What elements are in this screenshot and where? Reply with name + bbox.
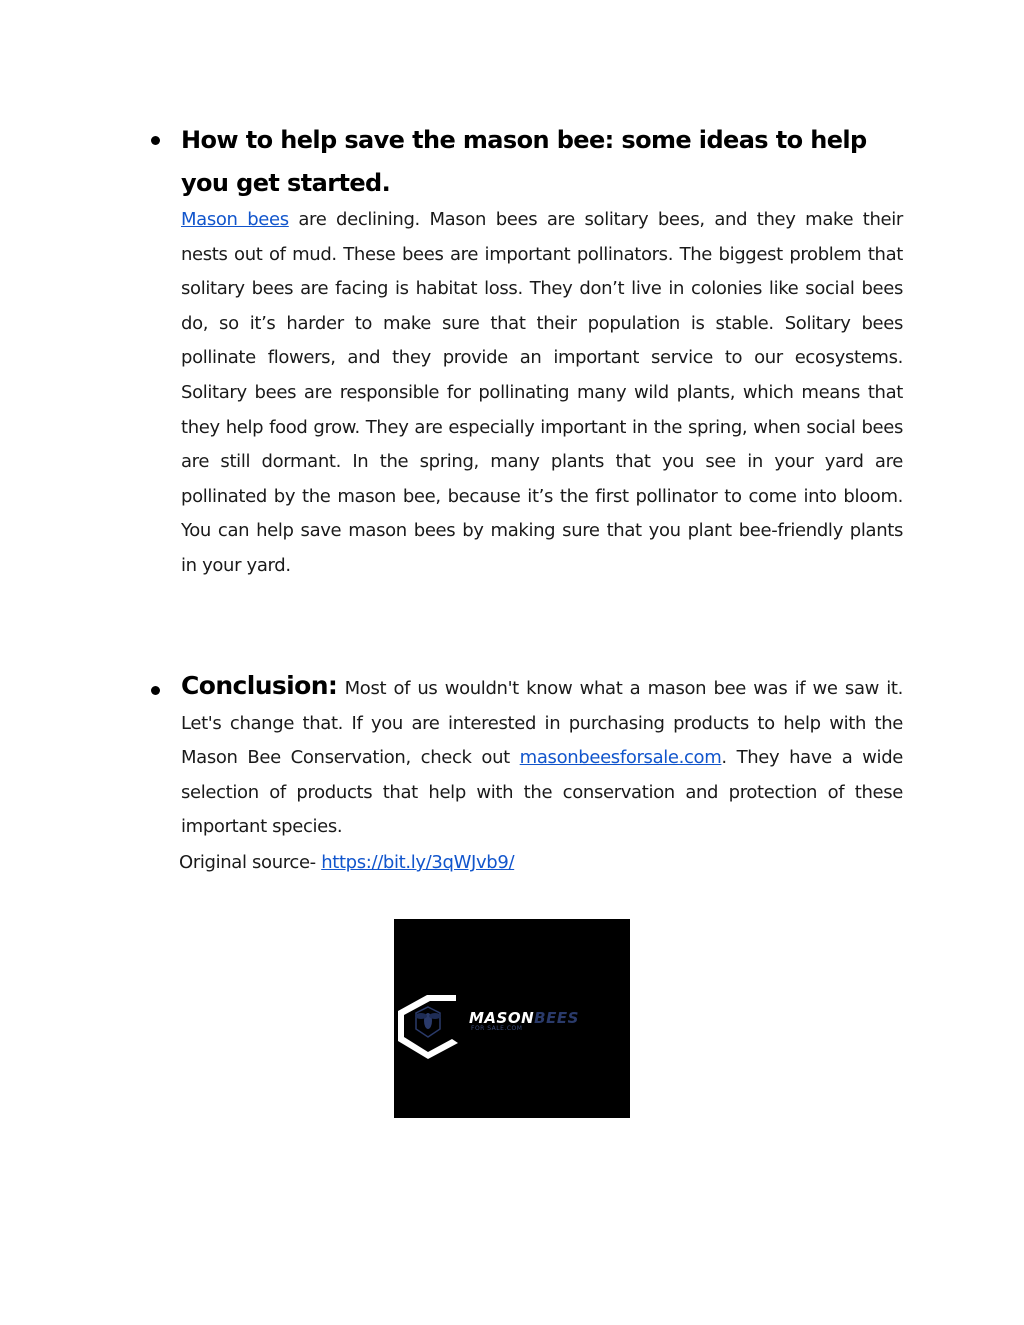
masonbeesforsale-link[interactable]: masonbeesforsale.com — [519, 747, 722, 769]
conclusion-text-1: Most of us wouldn't know what a mason bee was if we saw it. Let's change that. If you are interested in purchasing products to help with the Mason Bee Conservation, check out — [181, 678, 903, 769]
logo-wordmark: MASONBEES — [469, 1009, 579, 1027]
mason-bees-link[interactable]: Mason bees — [181, 209, 289, 230]
masonbees-logo-image — [394, 919, 630, 1118]
section-heading: How to help save the mason bee: some ideas to help you get started. — [181, 126, 867, 197]
section-save-mason-bee — [181, 119, 903, 584]
section-conclusion — [181, 669, 903, 845]
original-source-line — [179, 846, 514, 880]
logo-subtitle: FOR SALE.COM — [471, 1025, 523, 1032]
conclusion-text-2: . They have a wide selection of products that help with the conservation and protection of these important species. — [181, 747, 904, 838]
bullet-icon — [151, 136, 160, 145]
conclusion-heading: Conclusion: — [181, 671, 338, 700]
source-link[interactable]: https://bit.ly/3qWJvb9/ — [321, 852, 515, 873]
bullet-icon — [151, 686, 160, 695]
source-label: Original source- — [179, 852, 322, 873]
conclusion-paragraph — [181, 669, 903, 845]
paragraph-text: are declining. Mason bees are solitary bees, and they make their nests out of mud. These bees are important pollinators. The biggest problem that solitary bees are facing is habitat loss. They don’t live in colonies like social bees do, so it’s harder to make sure that their population is stable. Solitary bees pollinate flowers, and they provide an important service to our ecosystems. Solitary bees are responsible for pollinating many wild plants, which means that they help food grow. They are especially important in the spring, when social bees are still dormant. In the spring, many plants that you see in your yard are pollinated by the mason bee, because it’s the first pollinator to come into bloom. You can help save mason bees by making sure that you plant bee-friendly plants in your yard. — [181, 209, 903, 576]
section-paragraph — [181, 203, 903, 584]
